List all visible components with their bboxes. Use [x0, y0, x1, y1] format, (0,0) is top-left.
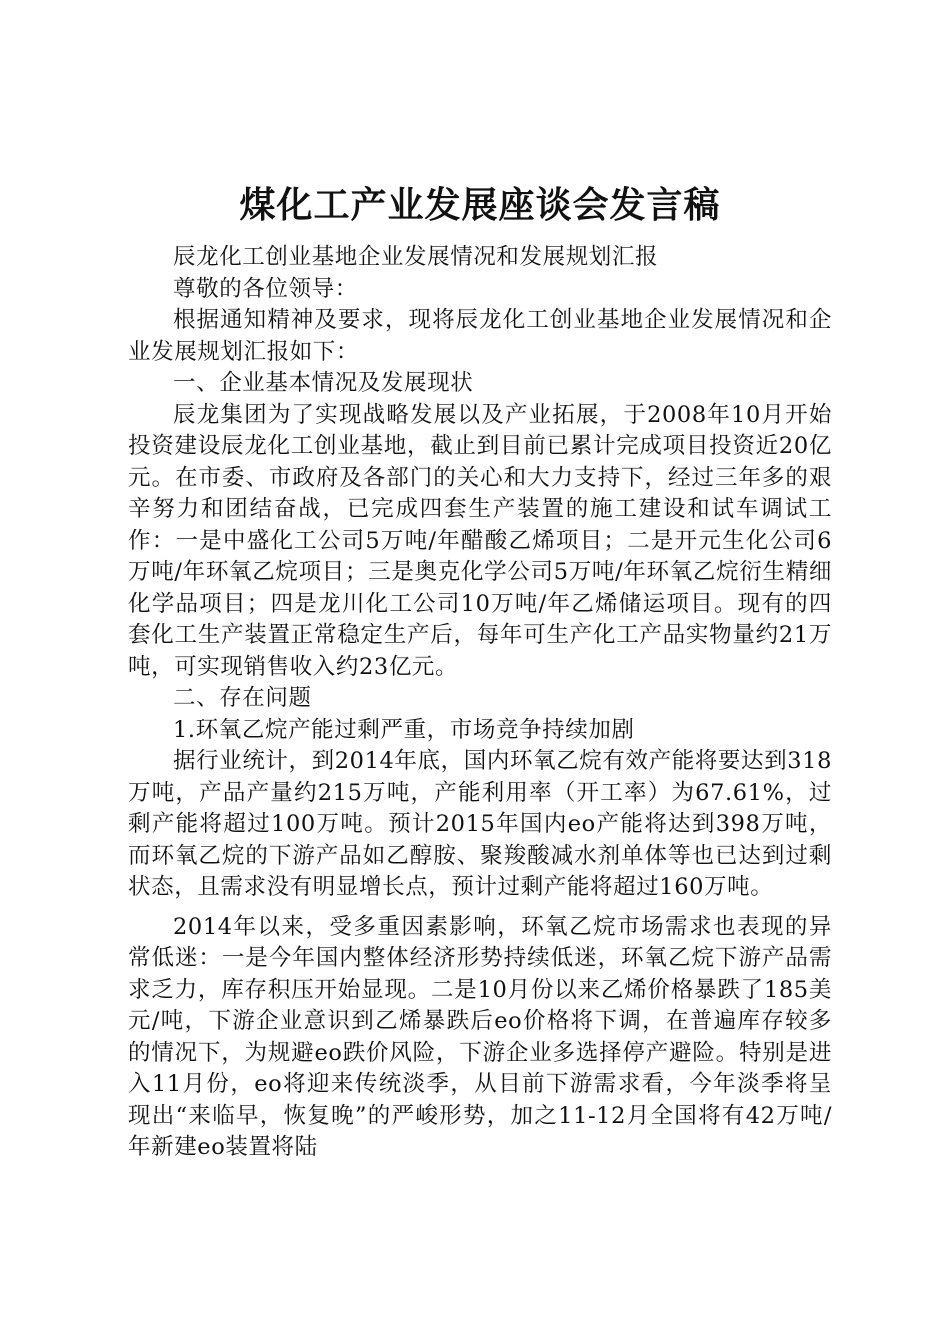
document-page [128, 180, 832, 1164]
body-paragraph: 2014年以来，受多重因素影响，环氧乙烷市场需求也表现的异常低迷：一是今年国内整体经济形势持续低迷，环氧乙烷下游产品需求乏力，库存积压开始显现。二是10月份以来乙烯价格暴跌了185美元/吨，下游企业意识到乙烯暴跌后eo价格将下调，在普遍库存较多的情况下，为规避eo跌价风险，下游企业多选择停产避险。特别是进入11月份，eo将迎来传统淡季，从目前下游需求看，今年淡季将呈现出“来临早，恢复晚”的严峻形势，加之11-12月全国将有42万吨/年新建eo装置将陆 [128, 913, 832, 1160]
document-title: 煤化工产业发展座谈会发言稿 [239, 185, 721, 226]
salutation: 尊敬的各位领导： [173, 275, 358, 302]
body-paragraph: 据行业统计，到2014年底，国内环氧乙烷有效产能将要达到318万吨，产品产量约215万吨，产能利用率（开工率）为67.61%，过剩产能将超过100万吨。预计2015年国内eo产能将达到398万吨，而环氧乙烷的下游产品如乙醇胺、聚羧酸减水剂单体等也已达到过剩状态，且需求没有明显增长点，预计过剩产能将超过160万吨。 [128, 748, 832, 900]
report-subtitle: 辰龙化工创业基地企业发展情况和发展规划汇报 [173, 244, 659, 270]
body-paragraph: 辰龙集团为了实现战略发展以及产业拓展，于2008年10月开始投资建设辰龙化工创业基地，截止到目前已累计完成项目投资近20亿元。在市委、市政府及各部门的关心和大力支持下，经过三年多的艰辛努力和团结奋战，已完成四套生产装置的施工建设和试车调试工作：一是中盛化工公司5万吨/年醋酸乙烯项目；二是开元生化公司6万吨/年环氧乙烷项目；三是奥克化学公司5万吨/年环氧乙烷衍生精细化学品项目；四是龙川化工公司10万吨/年乙烯储运项目。现有的四套化工生产装置正常稳定生产后，每年可生产化工产品实物量约21万吨，可实现销售收入约23亿元。 [128, 401, 832, 680]
section-heading-1: 一、企业基本情况及发展现状 [173, 370, 474, 396]
subsection-heading: 1.环氧乙烷产能过剩严重，市场竞争持续加剧 [173, 716, 635, 743]
section-heading-2: 二、存在问题 [173, 685, 312, 711]
intro-paragraph: 根据通知精神及要求，现将辰龙化工创业基地企业发展情况和企业发展规划汇报如下： [128, 307, 832, 365]
